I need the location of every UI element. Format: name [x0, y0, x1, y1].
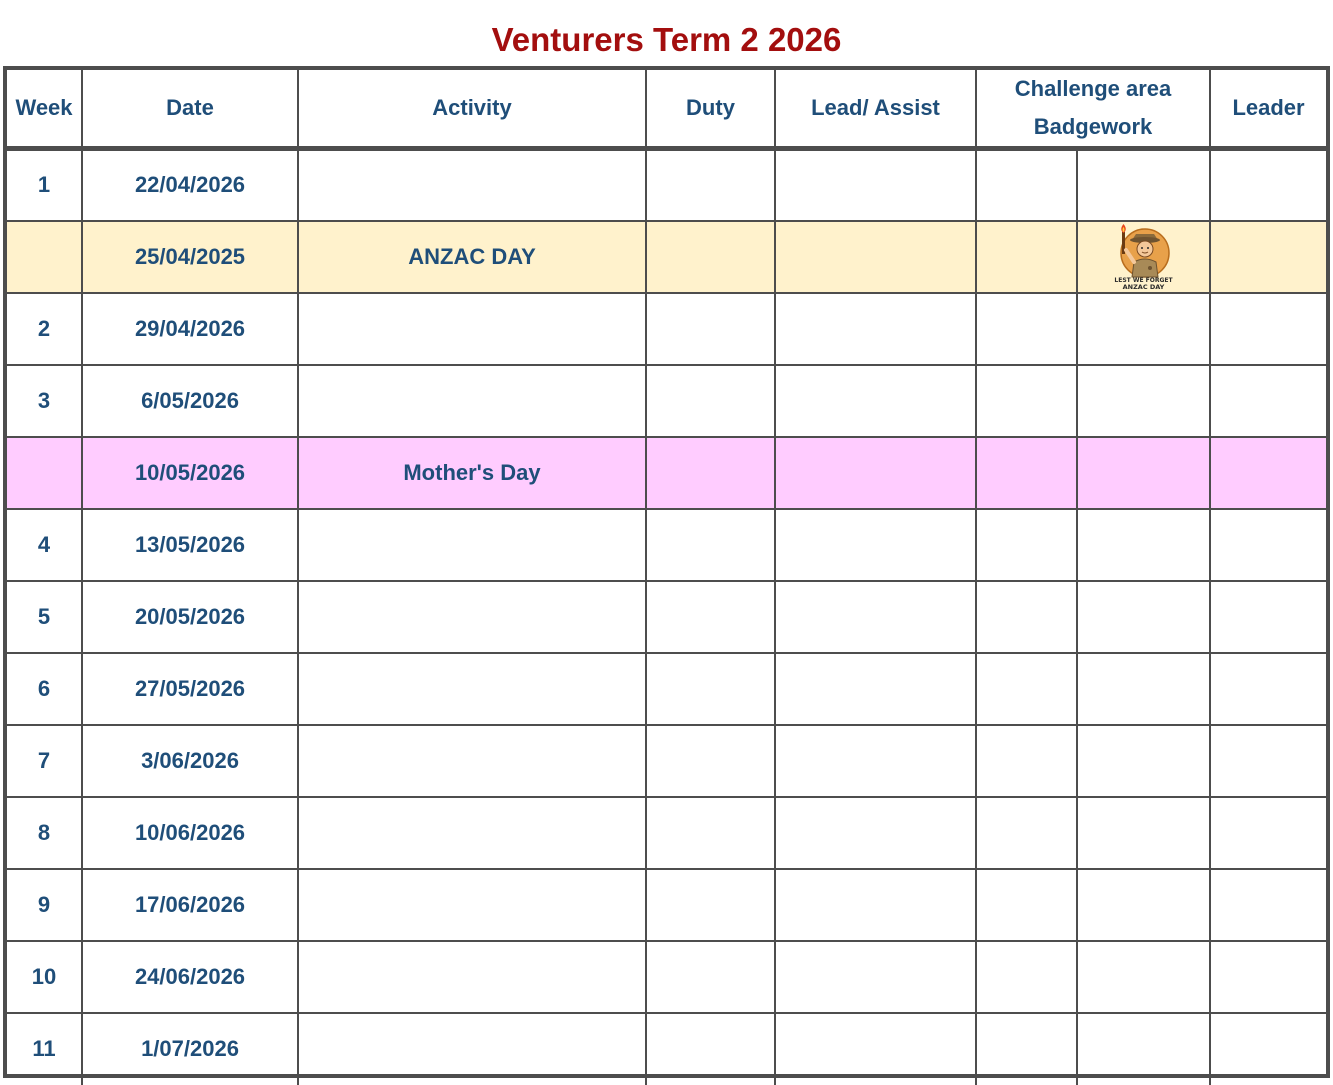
challenge-area-cell[interactable]: [976, 149, 1077, 221]
badgework-cell[interactable]: [1077, 293, 1210, 365]
badgework-cell[interactable]: [1077, 509, 1210, 581]
table-row: [7, 149, 1326, 221]
leader-cell[interactable]: [1210, 221, 1326, 293]
date-cell[interactable]: 20/05/2026: [82, 581, 298, 653]
table-row: [7, 293, 1326, 365]
lead-assist-cell[interactable]: [775, 149, 976, 221]
leader-cell[interactable]: [1210, 653, 1326, 725]
table-row: [7, 653, 1326, 725]
table-row: [7, 869, 1326, 941]
activity-cell[interactable]: [298, 869, 646, 941]
page-title: Venturers Term 2 2026: [491, 21, 842, 58]
lead-assist-cell[interactable]: [775, 221, 976, 293]
duty-cell[interactable]: [646, 509, 775, 581]
badgework-cell[interactable]: [1077, 581, 1210, 653]
badgework-cell[interactable]: [1077, 1013, 1210, 1085]
date-cell[interactable]: 25/04/2025: [82, 221, 298, 293]
table-row: [7, 581, 1326, 653]
date-cell[interactable]: 1/07/2026: [82, 1013, 298, 1085]
date-cell[interactable]: 22/04/2026: [82, 149, 298, 221]
duty-cell[interactable]: [646, 221, 775, 293]
challenge-area-cell[interactable]: [976, 725, 1077, 797]
date-cell[interactable]: 6/05/2026: [82, 365, 298, 437]
duty-cell[interactable]: [646, 581, 775, 653]
badgework-cell[interactable]: [1077, 725, 1210, 797]
date-cell[interactable]: 24/06/2026: [82, 941, 298, 1013]
week-cell[interactable]: 5: [7, 581, 82, 653]
table-row-mothers-day: [7, 437, 1326, 509]
table-row: [7, 1013, 1326, 1085]
week-cell[interactable]: 1: [7, 149, 82, 221]
week-cell[interactable]: 11: [7, 1013, 82, 1085]
challenge-area-cell[interactable]: [976, 869, 1077, 941]
week-cell[interactable]: [7, 221, 82, 293]
week-cell[interactable]: 10: [7, 941, 82, 1013]
challenge-area-cell[interactable]: [976, 293, 1077, 365]
header-date: Date: [82, 70, 298, 149]
date-cell[interactable]: 10/06/2026: [82, 797, 298, 869]
week-cell[interactable]: 9: [7, 869, 82, 941]
table-row: [7, 725, 1326, 797]
header-challenge-line1: Challenge area: [1014, 76, 1172, 101]
activity-cell[interactable]: [298, 725, 646, 797]
challenge-area-cell[interactable]: [976, 581, 1077, 653]
activity-cell[interactable]: [298, 653, 646, 725]
activity-cell[interactable]: Mother's Day: [298, 437, 646, 509]
header-duty: Duty: [646, 70, 775, 149]
challenge-area-cell[interactable]: [976, 797, 1077, 869]
lead-assist-cell[interactable]: [775, 437, 976, 509]
leader-cell[interactable]: [1210, 941, 1326, 1013]
date-cell[interactable]: 17/06/2026: [82, 869, 298, 941]
duty-cell[interactable]: [646, 725, 775, 797]
duty-cell[interactable]: [646, 1013, 775, 1085]
lead-assist-cell[interactable]: [775, 725, 976, 797]
header-challenge-line2: Badgework: [1033, 114, 1153, 139]
duty-cell[interactable]: [646, 365, 775, 437]
header-activity: Activity: [298, 70, 646, 149]
activity-cell[interactable]: [298, 797, 646, 869]
badge-caption-line1: LEST WE FORGET: [1114, 276, 1173, 284]
leader-cell[interactable]: [1210, 725, 1326, 797]
week-cell[interactable]: 4: [7, 509, 82, 581]
duty-cell[interactable]: [646, 653, 775, 725]
leader-cell[interactable]: [1210, 797, 1326, 869]
leader-cell[interactable]: [1210, 293, 1326, 365]
activity-cell[interactable]: [298, 581, 646, 653]
week-cell[interactable]: 6: [7, 653, 82, 725]
challenge-area-cell[interactable]: [976, 1013, 1077, 1085]
duty-cell[interactable]: [646, 293, 775, 365]
badgework-cell[interactable]: [1077, 365, 1210, 437]
challenge-area-cell[interactable]: [976, 941, 1077, 1013]
date-cell[interactable]: 13/05/2026: [82, 509, 298, 581]
week-cell[interactable]: [7, 437, 82, 509]
challenge-area-cell[interactable]: [976, 365, 1077, 437]
leader-cell[interactable]: [1210, 581, 1326, 653]
challenge-area-cell[interactable]: [976, 437, 1077, 509]
activity-cell[interactable]: [298, 293, 646, 365]
duty-cell[interactable]: [646, 437, 775, 509]
lead-assist-cell[interactable]: [775, 941, 976, 1013]
date-cell[interactable]: 3/06/2026: [82, 725, 298, 797]
duty-cell[interactable]: [646, 869, 775, 941]
week-cell[interactable]: 3: [7, 365, 82, 437]
leader-cell[interactable]: [1210, 365, 1326, 437]
table-row-anzac-day: [7, 221, 1326, 293]
activity-cell[interactable]: [298, 1013, 646, 1085]
activity-cell[interactable]: [298, 149, 646, 221]
table-row: [7, 941, 1326, 1013]
term-schedule-table: [3, 66, 1330, 1078]
activity-cell[interactable]: [298, 941, 646, 1013]
lead-assist-cell[interactable]: [775, 797, 976, 869]
lead-assist-cell[interactable]: [775, 869, 976, 941]
duty-cell[interactable]: [646, 797, 775, 869]
header-row: [7, 70, 1326, 149]
table-row: [7, 365, 1326, 437]
lead-assist-cell[interactable]: [775, 1013, 976, 1085]
date-cell[interactable]: 29/04/2026: [82, 293, 298, 365]
table-row: [7, 797, 1326, 869]
activity-cell[interactable]: ANZAC DAY: [298, 221, 646, 293]
challenge-area-cell[interactable]: [976, 221, 1077, 293]
activity-cell[interactable]: [298, 509, 646, 581]
badgework-cell[interactable]: [1077, 149, 1210, 221]
challenge-area-cell[interactable]: [976, 653, 1077, 725]
week-cell[interactable]: 8: [7, 797, 82, 869]
leader-cell[interactable]: [1210, 437, 1326, 509]
leader-cell[interactable]: [1210, 869, 1326, 941]
lead-assist-cell[interactable]: [775, 581, 976, 653]
badgework-cell[interactable]: [1077, 653, 1210, 725]
duty-cell[interactable]: [646, 941, 775, 1013]
challenge-area-cell[interactable]: [976, 509, 1077, 581]
badgework-cell[interactable]: [1077, 437, 1210, 509]
activity-cell[interactable]: [298, 365, 646, 437]
badgework-cell[interactable]: [1077, 869, 1210, 941]
date-cell[interactable]: 10/05/2026: [82, 437, 298, 509]
header-week: Week: [7, 70, 82, 149]
duty-cell[interactable]: [646, 149, 775, 221]
badge-caption-line2: ANZAC DAY: [1122, 282, 1165, 291]
badgework-cell[interactable]: [1077, 221, 1210, 293]
badgework-cell[interactable]: [1077, 941, 1210, 1013]
leader-cell[interactable]: [1210, 149, 1326, 221]
leader-cell[interactable]: [1210, 1013, 1326, 1085]
badgework-cell[interactable]: [1077, 797, 1210, 869]
lead-assist-cell[interactable]: [775, 365, 976, 437]
anzac-soldier-icon: [1114, 222, 1174, 292]
week-cell[interactable]: 2: [7, 293, 82, 365]
lead-assist-cell[interactable]: [775, 653, 976, 725]
lead-assist-cell[interactable]: [775, 293, 976, 365]
table-row: [7, 509, 1326, 581]
lead-assist-cell[interactable]: [775, 509, 976, 581]
header-leader: Leader: [1210, 70, 1326, 149]
header-lead-assist: Lead/ Assist: [775, 70, 976, 149]
leader-cell[interactable]: [1210, 509, 1326, 581]
header-challenge-area: [976, 70, 1210, 149]
date-cell[interactable]: 27/05/2026: [82, 653, 298, 725]
week-cell[interactable]: 7: [7, 725, 82, 797]
